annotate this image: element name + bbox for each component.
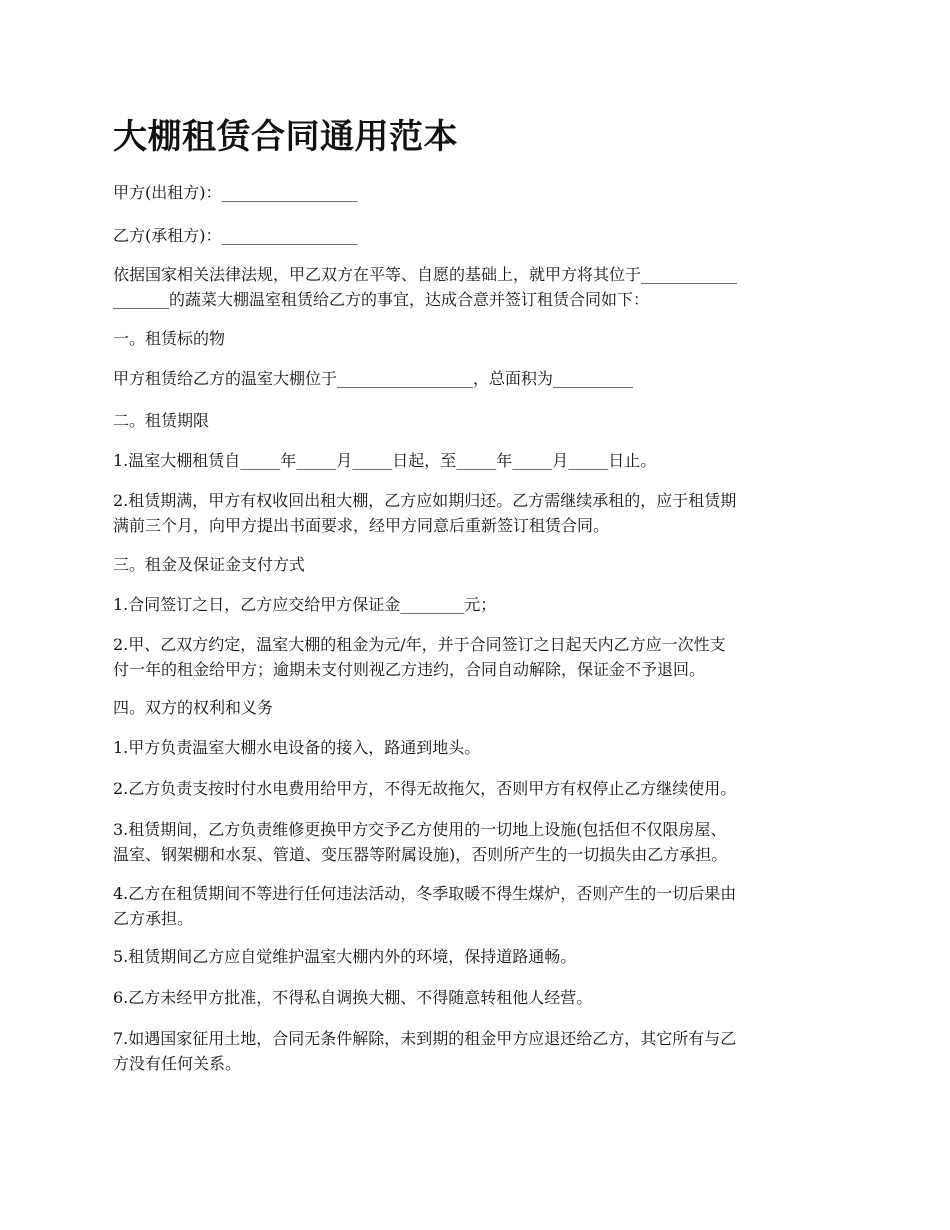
- clause-3-2: 2.甲、乙双方约定，温室大棚的租金为元/年，并于合同签订之日起天内乙方应一次性支 付一年的租金给甲方；逾期未支付则视乙方违约，合同自动解除，保证金不予退回。: [113, 635, 726, 679]
- clause-1-1: 甲方租赁给乙方的温室大棚位于_________________，总面积为__________: [113, 369, 634, 388]
- clause-4-3: 3.租赁期间，乙方负责维修更换甲方交予乙方使用的一切地上设施(包括但不仅限房屋、 温室、钢架棚和水泵、管道、变压器等附属设施)，否则所产生的一切损失由乙方承担。: [113, 820, 728, 864]
- clause-2-1: 1.温室大棚租赁自_____年_____月_____日起，至_____年_____月_____日止。: [113, 451, 657, 470]
- clause-4-1: 1.甲方负责温室大棚水电设备的接入，路通到地头。: [113, 738, 481, 757]
- party-b-line: 乙方(承租方)：_________________: [113, 226, 358, 245]
- clause-4-2: 2.乙方负责支按时付水电费用给甲方，不得无故拖欠，否则甲方有权停止乙方继续使用。: [113, 779, 737, 798]
- clause-4-5: 5.租赁期间乙方应自觉维护温室大棚内外的环境，保持道路通畅。: [113, 947, 577, 966]
- section-heading-1: 一。租赁标的物: [113, 329, 226, 348]
- clause-3-1: 1.合同签订之日，乙方应交给甲方保证金________元；: [113, 595, 497, 614]
- clause-4-6: 6.乙方未经甲方批准，不得私自调换大棚、不得随意转租他人经营。: [113, 988, 593, 1007]
- section-heading-3: 三。租金及保证金支付方式: [113, 555, 306, 574]
- section-heading-2: 二。租赁期限: [113, 411, 210, 430]
- document-title: 大棚租赁合同通用范本: [113, 117, 458, 157]
- section-heading-4: 四。双方的权利和义务: [113, 698, 274, 717]
- preamble-paragraph: 依据国家相关法律法规，甲乙双方在平等、自愿的基础上，就甲方将其位于____________ _______的蔬菜大棚温室租赁给乙方的事宜，达成合意并签订租赁合同如下：: [113, 265, 738, 309]
- clause-4-4: 4.乙方在租赁期间不等进行任何违法活动，冬季取暖不得生煤炉，否则产生的一切后果由 乙方承担。: [113, 884, 737, 928]
- clause-4-7: 7.如遇国家征用土地，合同无条件解除，未到期的租金甲方应退还给乙方，其它所有与乙 方没有任何关系。: [113, 1029, 737, 1073]
- clause-2-2: 2.租赁期满，甲方有权收回出租大棚，乙方应如期归还。乙方需继续承租的，应于租赁期 满前三个月，向甲方提出书面要求，经甲方同意后重新签订租赁合同。: [113, 491, 737, 535]
- party-a-line: 甲方(出租方)：_________________: [113, 183, 358, 202]
